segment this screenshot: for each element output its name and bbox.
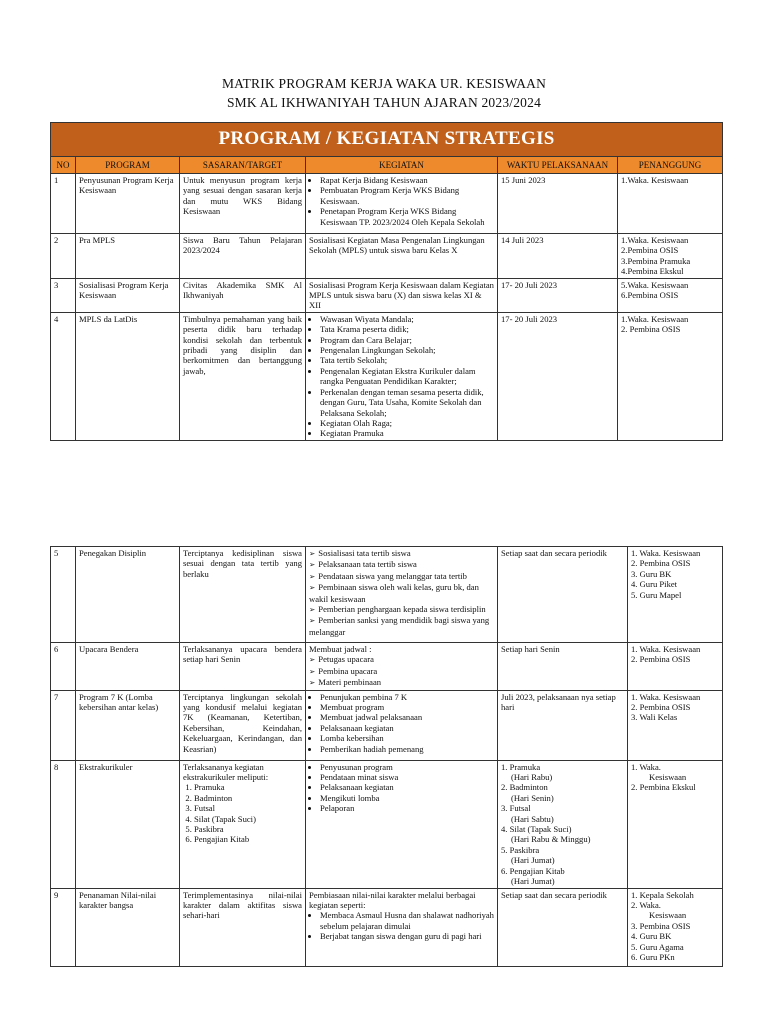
list-item: • Rapat Kerja Bidang Kesiswaan — [320, 175, 494, 185]
penanggung-line: 3. Pembina OSIS — [631, 920, 691, 931]
penanggung-line: 2. Pembina Ekskul — [631, 782, 696, 793]
row-waktu: 17- 20 Juli 2023 — [498, 312, 618, 440]
list-item: • Pendataan minat siswa — [320, 772, 494, 782]
list-item: • Berjabat tangan siswa dengan guru di pagi hari — [320, 931, 494, 941]
col-header-waktu: WAKTU PELAKSANAAN — [498, 157, 618, 174]
row-kegiatan — [306, 690, 498, 760]
row-waktu: Setiap saat dan secara periodik — [498, 547, 628, 643]
row-waktu: Setiap saat dan secara periodik — [498, 888, 628, 966]
list-item: • Pelaksanaan kegiatan — [320, 782, 494, 792]
program-table-part2 — [50, 546, 723, 967]
table-banner: PROGRAM / KEGIATAN STRATEGIS — [51, 123, 723, 157]
list-item: • Pemberikan hadiah pemenang — [320, 744, 494, 754]
penanggung-line: 4. Guru BK — [631, 931, 672, 942]
list-item: 2. Badminton — [194, 793, 302, 803]
row-program: Program 7 K (Lomba kebersihan antar kelas) — [76, 690, 180, 760]
kegiatan-intro: Pembiasaan nilai-nilai karakter melalui berbagai kegiatan seperti: — [309, 889, 476, 910]
row-number: 5 — [51, 547, 76, 643]
row-number: 4 — [51, 312, 76, 440]
waktu-line: 4. Silat (Tapak Suci) — [501, 824, 572, 835]
kegiatan-intro: Sosialisasi Program Kerja Kesiswaan dalam Kegiatan MPLS untuk siswa baru (X) dan siswa kelas XI & XII — [309, 279, 494, 311]
table-row — [51, 174, 723, 234]
waktu-line: (Hari Rabu) — [511, 772, 553, 783]
list-item: • Pembuatan Program Kerja WKS Bidang Kesiswaan. — [320, 185, 494, 206]
list-item: • Penetapan Program Kerja WKS Bidang Kesiswaan TP. 2023/2024 Oleh Kepala Sekolah — [320, 206, 494, 227]
penanggung-line: 2. Waka. — [631, 899, 661, 910]
table-row — [51, 547, 723, 643]
table-row — [51, 312, 723, 440]
list-item: 4. Silat (Tapak Suci) — [194, 814, 302, 824]
row-program: Upacara Bendera — [76, 643, 180, 691]
row-sasaran: Terciptanya lingkungan sekolah yang kondusif melalui kegiatan 7K (Keamanan, Ketertiban, Kebersihan, Keindahan, Kekeluargaan, Kerindangan, dan Keasrian) — [180, 690, 306, 760]
table-row — [51, 278, 723, 312]
row-number: 1 — [51, 174, 76, 234]
kegiatan-list — [309, 314, 494, 439]
row-penanggung — [618, 312, 723, 440]
row-number: 2 — [51, 234, 76, 279]
row-kegiatan — [306, 888, 498, 966]
row-waktu: 15 Juni 2023 — [498, 174, 618, 234]
col-header-penanggung: PENANGGUNG — [618, 157, 723, 174]
kegiatan-intro: Membuat jadwal : — [309, 644, 372, 654]
col-header-kegiatan: KEGIATAN — [306, 157, 498, 174]
document-subtitle: SMK AL IKHWANIYAH TAHUN AJARAN 2023/2024 — [226, 95, 542, 110]
waktu-line: 3. Futsal — [501, 803, 531, 814]
kegiatan-intro: Sosialisasi Kegiatan Masa Pengenalan Lingkungan Sekolah (MPLS) untuk siswa baru Kelas X — [309, 235, 485, 256]
row-sasaran: Timbulnya pemahaman yang baik peserta didik baru terhadap kondisi sekolah dan terbentuk pribadi yang disiplin dan berkomitmen dan bertanggung jawab, — [180, 312, 306, 440]
penanggung-line: 5. Guru Agama — [631, 941, 684, 952]
row-sasaran: Terimplementasinya nilai-nilai karakter dalam aktifitas siswa sehari-hari — [180, 888, 306, 966]
kegiatan-list — [309, 175, 494, 227]
list-item: ➢ Pembinaan siswa oleh wali kelas, guru bk, dan wakil kesiswaan — [309, 582, 494, 604]
row-sasaran: Terlaksananya upacara bendera setiap hari Senin — [180, 643, 306, 691]
row-program: Ekstrakurikuler — [76, 760, 180, 888]
list-item: • Program dan Cara Belajar; — [320, 335, 494, 345]
table-row — [51, 760, 723, 888]
row-program: MPLS da LatDis — [76, 312, 180, 440]
col-header-sasaran: SASARAN/TARGET — [180, 157, 306, 174]
row-kegiatan — [306, 643, 498, 691]
list-item: • Tata tertib Sekolah; — [320, 355, 494, 365]
row-program: Penegakan Disiplin — [76, 547, 180, 643]
penanggung-line: 6. Guru PKn — [631, 951, 675, 962]
row-program: Pra MPLS — [76, 234, 180, 279]
list-item: • Lomba kebersihan — [320, 733, 494, 743]
list-item: • Tata Krama peserta didik; — [320, 324, 494, 334]
penanggung-line: 1. Waka. — [631, 761, 661, 772]
list-item: • Mengikuti lomba — [320, 793, 494, 803]
kegiatan-list — [309, 762, 494, 814]
list-item: • Penyusunan program — [320, 762, 494, 772]
list-item: ➢ Petugas upacara — [309, 654, 494, 665]
list-item: • Wawasan Wiyata Mandala; — [320, 314, 494, 324]
row-sasaran: Terciptanya kedisiplinan siswa sesuai dengan tata tertib yang berlaku — [180, 547, 306, 643]
waktu-line: 5. Paskibra — [501, 844, 540, 855]
row-waktu — [498, 760, 628, 888]
penanggung-line: 1. Waka. Kesiswaan — [631, 691, 701, 702]
penanggung-line: 3. Guru BK — [631, 568, 672, 579]
row-waktu: Setiap hari Senin — [498, 643, 628, 691]
waktu-line: 2. Badminton — [501, 782, 548, 793]
table-header-row — [51, 157, 723, 174]
list-item: 1. Pramuka — [194, 782, 302, 792]
row-sasaran: Siswa Baru Tahun Pelajaran 2023/2024 — [180, 234, 306, 279]
list-item: 6. Pengajian Kitab — [194, 834, 302, 844]
penanggung-line: 1.Waka. Kesiswaan — [621, 175, 689, 185]
row-number: 7 — [51, 690, 76, 760]
list-item: • Membaca Asmaul Husna dan shalawat nadhoriyah sebelum pelajaran dimulai — [320, 910, 494, 931]
list-item: • Pengenalan Kegiatan Ekstra Kurikuler dalam rangka Penguatan Pendidikan Karakter; — [320, 366, 494, 387]
row-sasaran: Civitas Akademika SMK Al Ikhwaniyah — [180, 278, 306, 312]
list-item: ➢ Sosialisasi tata tertib siswa — [309, 548, 494, 559]
row-kegiatan — [306, 547, 498, 643]
row-program: Penanaman Nilai-nilai karakter bangsa — [76, 888, 180, 966]
list-item: 3. Futsal — [194, 803, 302, 813]
waktu-line: 6. Pengajian Kitab — [501, 865, 565, 876]
table-body-part2 — [51, 547, 723, 967]
list-item: ➢ Materi pembinaan — [309, 677, 494, 688]
list-item: • Pelaporan — [320, 803, 494, 813]
penanggung-line: 4.Pembina Ekskul — [621, 266, 684, 277]
row-penanggung — [618, 234, 723, 279]
list-item: 5. Paskibra — [194, 824, 302, 834]
row-kegiatan — [306, 278, 498, 312]
row-waktu: 17- 20 Juli 2023 — [498, 278, 618, 312]
document-title: MATRIK PROGRAM KERJA WAKA UR. KESISWAAN — [221, 76, 547, 91]
row-kegiatan — [306, 760, 498, 888]
list-item: • Perkenalan dengan teman sesama peserta didik, dengan Guru, Tata Usaha, Komite Sekolah dan Pelaksana Sekolah; — [320, 387, 494, 418]
list-item: ➢ Pelaksanaan tata tertib siswa — [309, 559, 494, 570]
row-number: 9 — [51, 888, 76, 966]
row-sasaran — [180, 760, 306, 888]
row-kegiatan — [306, 174, 498, 234]
penanggung-line: 5.Waka. Kesiswaan — [621, 279, 689, 290]
list-item: ➢ Pemberian sanksi yang mendidik bagi siswa yang melanggar — [309, 615, 494, 637]
row-number: 8 — [51, 760, 76, 888]
penanggung-line: 3. Wali Kelas — [631, 712, 678, 723]
penanggung-line: 1.Waka. Kesiswaan — [621, 313, 689, 324]
penanggung-line: 4. Guru Piket — [631, 579, 678, 590]
table-row — [51, 690, 723, 760]
penanggung-line: 1. Kepala Sekolah — [631, 889, 694, 900]
row-penanggung — [628, 547, 723, 643]
kegiatan-list — [309, 654, 494, 688]
table-row — [51, 234, 723, 279]
row-program: Penyusunan Program Kerja Kesiswaan — [76, 174, 180, 234]
list-item: ➢ Pemberian penghargaan kepada siswa terdisiplin — [309, 604, 494, 615]
list-item: ➢ Pendataan siswa yang melanggar tata tertib — [309, 571, 494, 582]
row-penanggung — [628, 760, 723, 888]
penanggung-line: 2. Pembina OSIS — [621, 324, 681, 335]
row-number: 6 — [51, 643, 76, 691]
penanggung-line: 1. Waka. Kesiswaan — [631, 644, 701, 654]
penanggung-line: 1.Waka. Kesiswaan — [621, 235, 689, 245]
penanggung-line: 5. Guru Mapel — [631, 589, 682, 600]
row-kegiatan — [306, 312, 498, 440]
row-number: 3 — [51, 278, 76, 312]
table-row — [51, 888, 723, 966]
row-penanggung — [628, 888, 723, 966]
list-item: • Membuat program — [320, 702, 494, 712]
list-item: • Membuat jadwal pelaksanaan — [320, 712, 494, 722]
kegiatan-list — [309, 548, 494, 637]
penanggung-line: 6.Pembina OSIS — [621, 290, 679, 301]
row-penanggung — [618, 174, 723, 234]
penanggung-line: Kesiswaan — [649, 910, 687, 921]
row-penanggung — [628, 690, 723, 760]
row-penanggung — [618, 278, 723, 312]
row-waktu: 14 Juli 2023 — [498, 234, 618, 279]
col-header-no: NO — [51, 157, 76, 174]
col-header-program: PROGRAM — [76, 157, 180, 174]
row-program: Sosialisasi Program Kerja Kesiswaan — [76, 278, 180, 312]
penanggung-line: 2.Pembina OSIS — [621, 245, 679, 256]
penanggung-line: Kesiswaan — [649, 772, 687, 783]
sasaran-list — [183, 782, 302, 844]
penanggung-line: 3.Pembina Pramuka — [621, 255, 691, 266]
list-item: • Penunjukan pembina 7 K — [320, 692, 494, 702]
waktu-line: (Hari Senin) — [511, 792, 554, 803]
waktu-line: (Hari Sabtu) — [511, 813, 554, 824]
row-sasaran: Untuk menyusun program kerja yang sesuai dengan sasaran kerja dan mutu WKS Bidang Kesiswaan — [180, 174, 306, 234]
row-kegiatan — [306, 234, 498, 279]
sasaran-intro: Terlaksananya kegiatan ekstrakurikuler meliputi: — [183, 761, 269, 783]
waktu-line: (Hari Jumat) — [511, 855, 555, 866]
row-penanggung — [628, 643, 723, 691]
table-body-part1 — [51, 174, 723, 441]
penanggung-line: 1. Waka. Kesiswaan — [631, 548, 701, 558]
list-item: • Pelaksanaan kegiatan — [320, 723, 494, 733]
list-item: • Kegiatan Pramuka — [320, 428, 494, 438]
list-item: • Kegiatan Olah Raga; — [320, 418, 494, 428]
list-item: • Pengenalan Lingkungan Sekolah; — [320, 345, 494, 355]
table-row — [51, 643, 723, 691]
kegiatan-list — [309, 910, 494, 941]
penanggung-line: 2. Pembina OSIS — [631, 654, 691, 665]
penanggung-line: 2. Pembina OSIS — [631, 702, 691, 713]
list-item: ➢ Pembina upacara — [309, 666, 494, 677]
program-table-part1 — [50, 122, 723, 441]
kegiatan-list — [309, 692, 494, 754]
waktu-line: 1. Pramuka — [501, 761, 541, 772]
waktu-line: (Hari Jumat) — [511, 876, 555, 887]
waktu-line: (Hari Rabu & Minggu) — [511, 834, 591, 845]
penanggung-line: 2. Pembina OSIS — [631, 558, 691, 569]
row-waktu: Juli 2023, pelaksanaan nya setiap hari — [498, 690, 628, 760]
